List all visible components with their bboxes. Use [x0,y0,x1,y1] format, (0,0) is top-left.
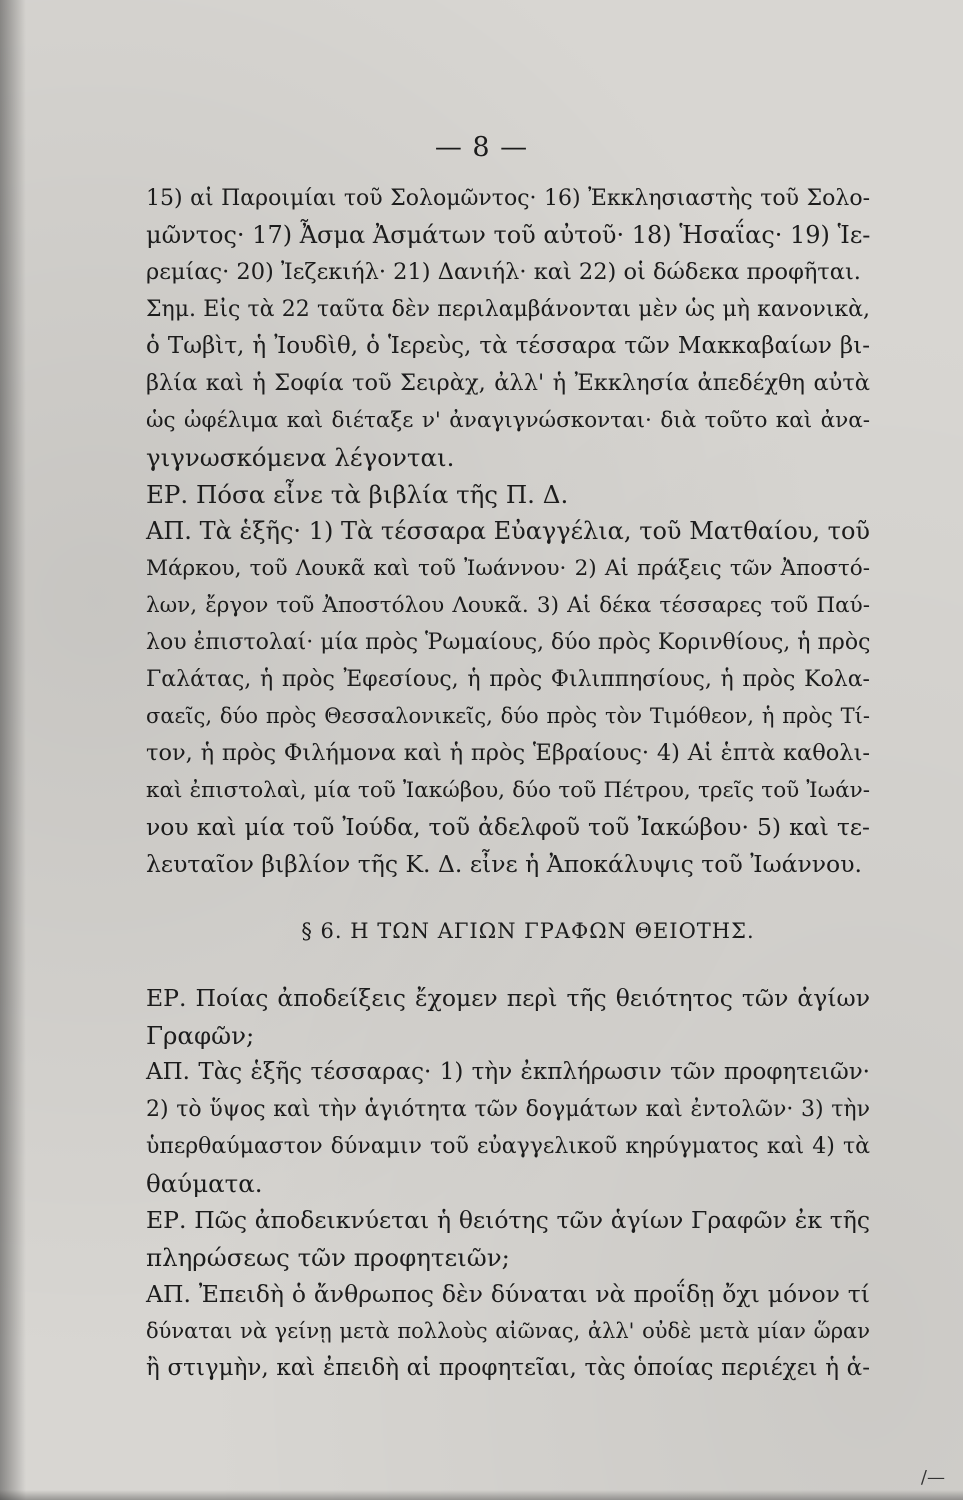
text-line: ὡς ὠφέλιμα καὶ διέταξε ν' ἀναγιγνώσκονται· διὰ τοῦτο καὶ ἀνα- [146,408,870,433]
text-line: τον, ἡ πρὸς Φιλήμονα καὶ ἡ πρὸς Ἑβραίους· 4) Αἱ ἑπτὰ καθολι- [146,740,870,766]
text-line: 15) αἱ Παροιμίαι τοῦ Σολομῶντος· 16) Ἐκκλησιαστὴς τοῦ Σολο- [146,186,870,211]
margin-mark: /— [920,1467,945,1488]
text-line: δύναται νὰ γείνῃ μετὰ πολλοὺς αἰῶνας, ἀλλ' οὐδὲ μετὰ μίαν ὥραν [146,1319,870,1343]
text-line: Γαλάτας, ἡ πρὸς Ἐφεσίους, ἡ πρὸς Φιλιππησίους, ἡ πρὸς Κολα- [146,667,870,692]
text-line: ὑπερθαύμαστον δύναμιν τοῦ εὐαγγελικοῦ κηρύγματος καὶ 4) τὰ [146,1134,870,1159]
text-line: Γραφῶν; [146,1021,255,1050]
text-line: ἢ στιγμὴν, καὶ ἐπειδὴ αἱ προφητεῖαι, τὰς ὁποίας περιέχει ἡ ἁ- [146,1355,870,1381]
text-line: λευταῖον βιβλίον τῆς Κ. Δ. εἶνε ἡ Ἀποκάλυψις τοῦ Ἰωάννου. [146,850,862,878]
text-line: νου καὶ μία τοῦ Ἰούδα, τοῦ ἀδελφοῦ τοῦ Ἰακώβου· 5) καὶ τε- [146,813,870,841]
section-gap [146,883,870,913]
text-line: μῶντος· 17) Ἆσμα Ἀσμάτων τοῦ αὐτοῦ· 18) Ἡσαΐας· 19) Ἱε- [146,221,871,249]
question-line: ΕΡ. Πῶς ἀποδεικνύεται ἡ θειότης τῶν ἁγίων Γραφῶν ἐκ τῆς [146,1206,870,1234]
section-gap [146,950,870,980]
text-line: βλία καὶ ἡ Σοφία τοῦ Σειρὰχ, ἀλλ' ἡ Ἐκκλησία ἀπεδέχθη αὐτὰ [146,370,870,396]
question-line: ΕΡ. Πόσα εἶνε τὰ βιβλία τῆς Π. Δ. [146,480,569,509]
text-line: λου ἐπιστολαί· μία πρὸς Ῥωμαίους, δύο πρὸς Κορινθίους, ἡ πρὸς [146,630,871,655]
answer-line: ΑΠ. Ἐπειδὴ ὁ ἄνθρωπος δὲν δύναται νὰ προΐδῃ ὄχι μόνον τί [146,1280,870,1308]
answer-line: ΑΠ. Τὰς ἑξῆς τέσσαρας· 1) τὴν ἐκπλήρωσιν τῶν προφητειῶν· [146,1059,870,1085]
section-heading: § 6. Η ΤΩΝ ΑΓΙΩΝ ΓΡΑΦΩΝ ΘΕΙΟΤΗΣ. [301,919,755,943]
text-line: καὶ ἐπιστολαὶ, μία τοῦ Ἰακώβου, δύο τοῦ Πέτρου, τρεῖς τοῦ Ἰωάν- [146,778,870,803]
page-number: — 8 — [434,132,529,163]
body-text [146,180,870,1387]
text-line: ὁ Τωβὶτ, ἡ Ἰουδὶθ, ὁ Ἱερεὺς, τὰ τέσσαρα τῶν Μακκαβαίων βι- [146,333,870,359]
text-line: γιγνωσκόμενα λέγονται. [146,443,455,472]
text-line: λων, ἔργον τοῦ Ἀποστόλου Λουκᾶ. 3) Αἱ δέκα τέσσαρες τοῦ Παύ- [146,593,870,618]
answer-line: ΑΠ. Τὰ ἑξῆς· 1) Τὰ τέσσαρα Εὐαγγέλια, τοῦ Ματθαίου, τοῦ [146,517,870,545]
text-line: 2) τὸ ὕψος καὶ τὴν ἁγιότητα τῶν δογμάτων καὶ ἐντολῶν· 3) τὴν [146,1097,870,1122]
binding-shadow [0,0,26,1500]
text-line: πληρώσεως τῶν προφητειῶν; [146,1243,510,1272]
text-line: Σημ. Εἰς τὰ 22 ταῦτα δὲν περιλαμβάνονται μὲν ὡς μὴ κανονικὰ, [146,297,870,322]
question-line: ΕΡ. Ποίας ἀποδείξεις ἔχομεν περὶ τῆς θειότητος τῶν ἁγίων [146,984,870,1012]
text-line: θαύματα. [146,1169,263,1198]
text-line: ρεμίας· 20) Ἰεζεκιήλ· 21) Δανιήλ· καὶ 22) οἱ δώδεκα προφῆται. [146,259,861,285]
text-line: Μάρκου, τοῦ Λουκᾶ καὶ τοῦ Ἰωάννου· 2) Αἱ πράξεις τῶν Ἀποστό- [146,556,870,581]
text-line: σαεῖς, δύο πρὸς Θεσσαλονικεῖς, δύο πρὸς τὸν Τιμόθεον, ἡ πρὸς Τί- [146,704,870,728]
page-edge-shadow [0,1490,963,1500]
